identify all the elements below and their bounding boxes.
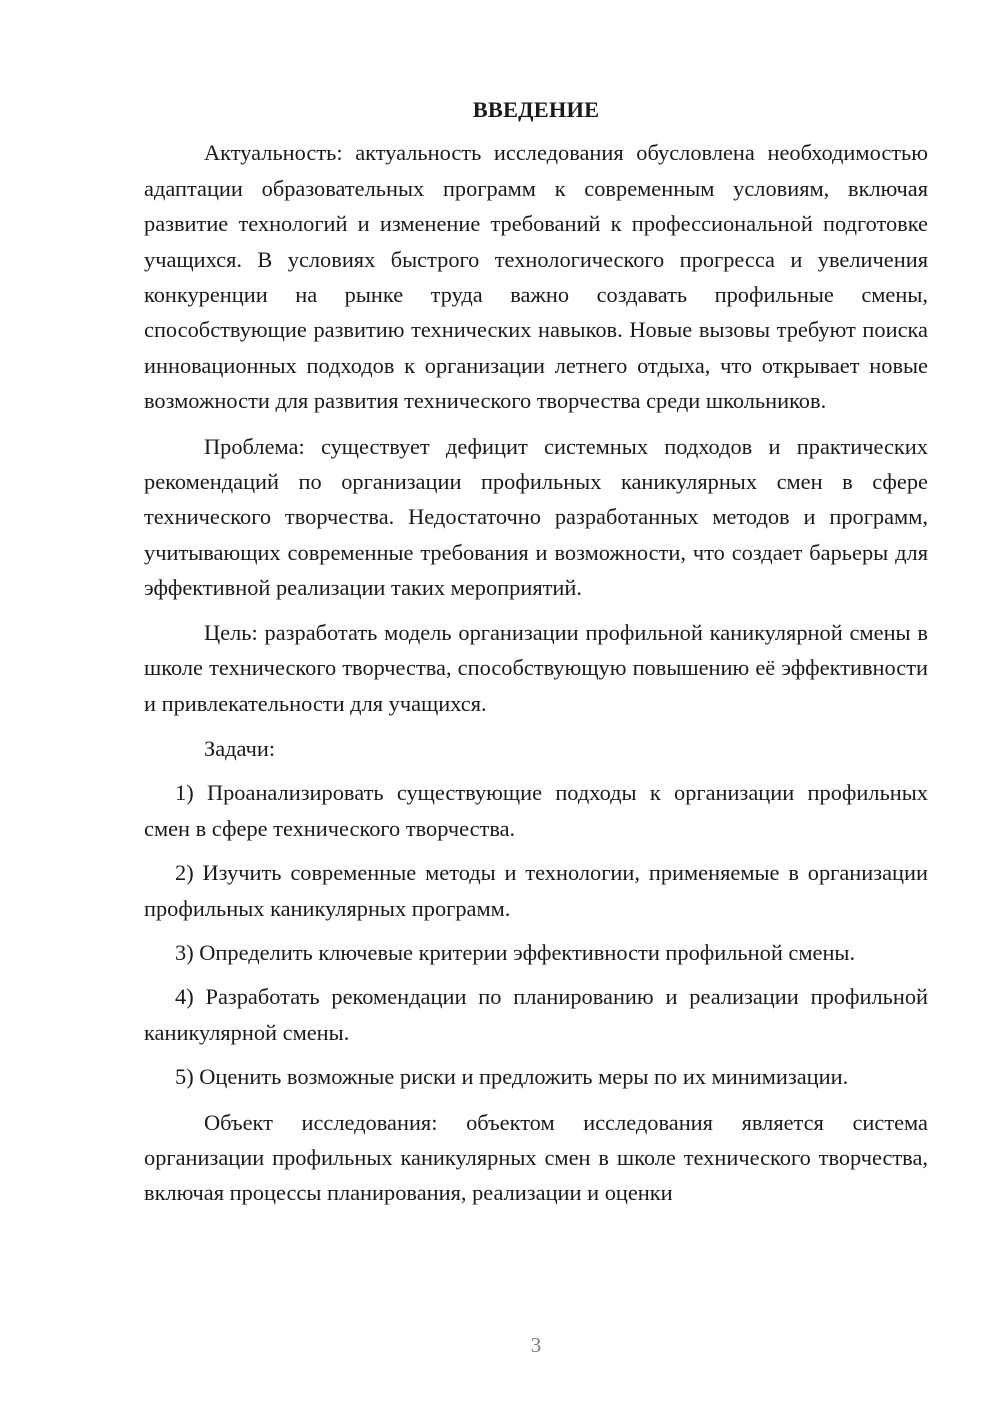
task-item-4: 4) Разработать рекомендации по планированию и реализации профильной каникулярной смены. <box>144 984 928 1045</box>
problem-paragraph: Проблема: существует дефицит системных подходов и практических рекомендаций по организации профильных каникулярных смен в сфере технического творчества. Недостаточно разработанных методов и программ, учитывающих современные требования и возможности, что создает барьеры для эффективной реализации таких мероприятий. <box>144 433 928 601</box>
goal-paragraph: Цель: разработать модель организации профильной каникулярной смены в школе технического творчества, способствующую повышению её эффективности и привлекательности для учащихся. <box>144 619 928 716</box>
object-paragraph: Объект исследования: объектом исследования является система организации профильных каникулярных смен в школе технического творчества, включая процессы планирования, реализации и оценки <box>144 1109 928 1206</box>
page-number: 3 <box>530 1333 542 1357</box>
tasks-heading: Задачи: <box>204 735 276 761</box>
task-item-1: 1) Проанализировать существующие подходы к организации профильных смен в сфере технического творчества. <box>144 780 928 841</box>
page-content <box>144 92 928 1211</box>
task-item-3: 3) Определить ключевые критерии эффективности профильной смены. <box>175 939 856 965</box>
task-item-2: 2) Изучить современные методы и технологии, применяемые в организации профильных каникулярных программ. <box>144 860 928 921</box>
section-title: ВВЕДЕНИЕ <box>472 97 600 122</box>
relevance-paragraph: Актуальность: актуальность исследования обусловлена необходимостью адаптации образовательных программ к современным условиям, включая развитие технологий и изменение требований к профессиональной подготовке учащихся. В условиях быстрого технологического прогресса и увеличения конкуренции на рынке труда важно создавать профильные смены, способствующие развитию технических навыков. Новые вызовы требуют поиска инновационных подходов к организации летнего отдыха, что открывает новые возможности для развития технического творчества среди школьников. <box>144 140 928 414</box>
task-item-5: 5) Оценить возможные риски и предложить меры по их минимизации. <box>175 1064 849 1090</box>
